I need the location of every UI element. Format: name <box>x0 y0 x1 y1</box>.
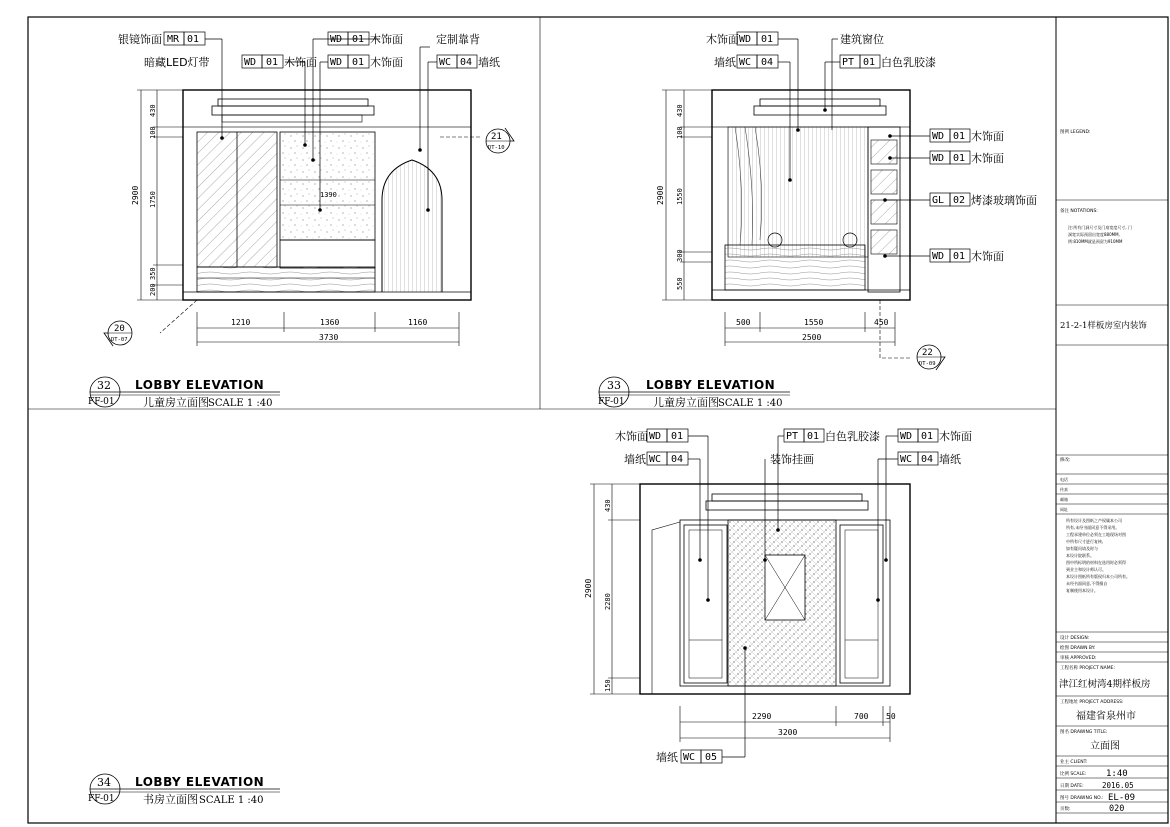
title-32-cn: 儿童房立面图 <box>143 396 209 409</box>
label-34-0-code: WD <box>649 431 662 442</box>
tb-row-3: 网址 <box>1060 507 1068 512</box>
tb-check-label: 审核 APPROVED: <box>1060 656 1097 661</box>
label-33-2-num: 04 <box>761 57 774 68</box>
label-33-2-code: WC <box>739 57 752 68</box>
tb-date-label: 日期 DATE: <box>1060 784 1084 789</box>
tb-declaration-line: 所有设计及图纸之产权属本公司 <box>1066 518 1122 523</box>
label-34-5-code: WC <box>900 454 913 465</box>
tb-drawing-no: EL-09 <box>1108 793 1136 803</box>
label-34-1-code: WC <box>649 454 662 465</box>
dim-32-left-0: 430 <box>149 104 157 117</box>
tb-declaration-line: 工程承建单位必须在工地现场对图 <box>1066 532 1126 537</box>
title-33-cn: 儿童房立面图 <box>653 396 719 409</box>
label-33-7-num: 01 <box>953 251 966 262</box>
label-32-0-code: MR <box>167 34 180 45</box>
title-32-number: 32 <box>97 379 111 392</box>
dim-32-left-1: 100 <box>149 126 157 139</box>
tb-notes-label: 备注 NOTATIONS: <box>1060 209 1098 214</box>
tb-declaration <box>1066 517 1130 593</box>
label-34-6-code: WC <box>683 752 696 763</box>
title-34-cn: 书房立面图 <box>143 793 198 806</box>
elevation-33 <box>598 32 1037 409</box>
tb-address: 福建省泉州市 <box>1076 711 1136 722</box>
tb-declaration-line: 到业主和设计师认可。 <box>1066 567 1106 572</box>
label-32-1-num: 01 <box>266 57 279 68</box>
label-33-5-suffix: 木饰面 <box>971 152 1004 165</box>
label-32-3-num: 01 <box>352 57 365 68</box>
label-34-6-text: 墙纸 <box>656 751 678 764</box>
title-34-en: LOBBY ELEVATION <box>135 775 265 789</box>
label-33-4-suffix: 木饰面 <box>971 130 1004 143</box>
dim-33-height: 2900 <box>656 185 665 205</box>
title-32-scale: SCALE 1 :40 <box>208 398 273 409</box>
dim-34-total: 3200 <box>778 728 798 737</box>
tb-client-label: 业主 CLIENT: <box>1060 760 1088 765</box>
tb-scale-label: 比例 SCALE: <box>1060 772 1087 777</box>
tb-declaration-line: 本设计图纸所有版权归本公司所有。 <box>1066 574 1130 579</box>
dim-32-total: 3730 <box>319 333 339 342</box>
label-32-0-num: 01 <box>187 34 200 45</box>
dim-33-left-4: 550 <box>676 277 684 290</box>
label-32-5-num: 04 <box>460 57 473 68</box>
dim-34-bottom-1: 700 <box>854 712 869 721</box>
dim-32-bottom-0: 1210 <box>231 318 251 327</box>
title-34-scale: SCALE 1 :40 <box>199 795 264 806</box>
label-34-4-code: WD <box>900 431 913 442</box>
label-34-2-num: 01 <box>807 431 820 442</box>
tb-declaration-line: 所有,未经书面同意不得采用。 <box>1066 525 1120 530</box>
title-33-sheet: FF-01 <box>598 397 625 407</box>
label-33-5-num: 01 <box>953 153 966 164</box>
label-34-2-code: PT <box>786 431 799 442</box>
label-34-4-num: 01 <box>921 431 934 442</box>
callout-22-sheet: DT-09 <box>919 361 936 367</box>
label-32-5-code: WC <box>439 57 452 68</box>
label-34-0-text: 木饰面 <box>615 430 648 443</box>
tb-scale: 1:40 <box>1106 769 1128 779</box>
label-32-1-text: 暗藏LED灯带 <box>144 56 210 69</box>
label-33-4-num: 01 <box>953 131 966 142</box>
label-32-1-suffix: 木饰面 <box>284 56 317 69</box>
label-33-3-num: 01 <box>863 57 876 68</box>
tb-row-0: 电话 <box>1060 477 1068 482</box>
label-32-3-code: WD <box>330 57 343 68</box>
tb-address-label: 工程地址 PROJECT ADDRESS: <box>1060 700 1124 705</box>
title-block <box>1056 17 1168 823</box>
tb-declaration-line: 未经书面同意,不得擅自 <box>1066 581 1108 586</box>
tb-row-1: 传真 <box>1060 487 1068 492</box>
dim-34-bottom-0: 2290 <box>752 712 772 721</box>
title-34-number: 34 <box>97 776 111 789</box>
title-33-en: LOBBY ELEVATION <box>646 378 776 392</box>
tb-declaration-line: 本设计院联系。 <box>1066 553 1094 558</box>
label-32-2-code: WD <box>330 34 343 45</box>
dim-33-total: 2500 <box>802 333 822 342</box>
label-34-2-suffix: 白色乳胶漆 <box>825 430 880 443</box>
label-32-0-text: 银镜饰面 <box>118 33 162 46</box>
dim-32-left-4: 200 <box>149 283 157 296</box>
label-32-1-code: WD <box>244 57 257 68</box>
tb-notes-1: 洞宽实际预留出宽度880MM, <box>1068 232 1120 237</box>
dim-32-bottom-1: 1360 <box>320 318 340 327</box>
elevation-34 <box>88 429 972 806</box>
tb-drawing-title-label: 图名 DRAWING TITLE: <box>1060 730 1108 735</box>
tb-declaration-line: 复制使用本设计。 <box>1066 588 1098 593</box>
label-33-2-text: 墙纸 <box>714 56 736 69</box>
dim-33-left-3: 300 <box>676 249 684 262</box>
tb-legend-label: 图例 LEGEND: <box>1060 130 1091 135</box>
tb-declaration-line: 中所有尺寸进行复核, <box>1066 539 1104 544</box>
tb-project-vertical: 21-2-1样板房室内装饰 <box>1060 321 1147 331</box>
dim-32-inner-0: 1390 <box>320 191 337 199</box>
title-33-scale: SCALE 1 :40 <box>718 398 783 409</box>
tb-notes-0: 注:所有门洞尺寸及门扇宽度尺寸, 门 <box>1068 225 1132 230</box>
label-33-6-num: 02 <box>953 195 966 206</box>
dim-34-left-1: 2280 <box>604 593 612 610</box>
dim-33-left-2: 1550 <box>676 188 684 205</box>
label-32-2-num: 01 <box>352 34 365 45</box>
title-33-number: 33 <box>607 379 621 392</box>
label-33-6-code: GL <box>932 195 945 206</box>
label-32-5-suffix: 墙纸 <box>478 56 500 69</box>
tb-drawn-label: 绘图 DRAWN BY: <box>1060 646 1096 651</box>
label-33-0-text: 木饰面 <box>706 33 739 46</box>
tb-drawing-title: 立面图 <box>1090 741 1120 752</box>
tb-date: 2016.05 <box>1102 781 1134 790</box>
tb-page-label: 页数: <box>1060 807 1071 812</box>
label-32-2-suffix: 木饰面 <box>370 33 403 46</box>
label-34-5-num: 04 <box>921 454 934 465</box>
label-32-3-suffix: 木饰面 <box>370 56 403 69</box>
callout-20-sheet: DT-07 <box>111 337 128 343</box>
label-34-3-text: 装饰挂画 <box>770 453 814 466</box>
title-32-en: LOBBY ELEVATION <box>135 378 265 392</box>
title-32-sheet: FF-01 <box>88 397 115 407</box>
dim-33-bottom-2: 450 <box>874 318 889 327</box>
label-34-6-num: 05 <box>705 752 718 763</box>
dim-34-height: 2900 <box>584 578 593 598</box>
dim-32-bottom-2: 1160 <box>408 318 428 327</box>
label-34-1-text: 墙纸 <box>624 453 646 466</box>
dim-33-left-1: 100 <box>676 126 684 139</box>
label-34-1-num: 04 <box>671 454 684 465</box>
tb-declaration-line: 如有疑问请及时与 <box>1066 546 1098 551</box>
tb-design-label: 设计 DESIGN: <box>1060 636 1090 641</box>
label-33-0-code: WD <box>739 34 752 45</box>
dim-33-left-0: 430 <box>676 104 684 117</box>
callout-21-num: 21 <box>491 132 502 142</box>
label-33-7-suffix: 木饰面 <box>971 250 1004 263</box>
tb-drawing-no-label: 图号 DRAWING NO.: <box>1060 796 1104 801</box>
dim-34-bottom-2: 50 <box>886 712 896 721</box>
label-34-0-num: 01 <box>671 431 684 442</box>
label-33-0-num: 01 <box>761 34 774 45</box>
dim-32-left-3: 350 <box>149 267 157 280</box>
callout-21-sheet: DT-10 <box>488 145 505 151</box>
tb-declaration-line: 图中所标明的材料在选用时必须得 <box>1066 560 1126 565</box>
tb-project-name: 津江红树湾4期样板房 <box>1059 679 1151 690</box>
tb-page: 020 <box>1109 804 1125 814</box>
dim-34-left-0: 430 <box>604 499 612 512</box>
label-33-7-code: WD <box>932 251 945 262</box>
tb-project-name-label: 工程名称 PROJECT NAME: <box>1060 666 1115 671</box>
tb-notes-2: 例:810MM就是预留为910MM <box>1068 239 1123 244</box>
label-33-6-suffix: 烤漆玻璃饰面 <box>971 194 1037 207</box>
dim-33-bottom-0: 500 <box>736 318 751 327</box>
dim-32-height: 2900 <box>131 185 140 205</box>
label-33-4-code: WD <box>932 131 945 142</box>
tb-row-2: 邮箱 <box>1060 497 1068 502</box>
title-34-sheet: FF-01 <box>88 794 115 804</box>
label-33-3-suffix: 白色乳胶漆 <box>881 56 936 69</box>
label-32-4-text: 定制靠背 <box>436 33 480 46</box>
elevation-32 <box>88 32 514 409</box>
label-33-3-code: PT <box>842 57 855 68</box>
callout-22-num: 22 <box>922 348 933 358</box>
dim-33-bottom-1: 1550 <box>804 318 824 327</box>
tb-revision-label: 修改: <box>1060 458 1071 463</box>
label-34-4-suffix: 木饰面 <box>939 430 972 443</box>
dim-34-left-2: 150 <box>604 679 612 692</box>
label-34-5-suffix: 墙纸 <box>939 453 961 466</box>
callout-20-num: 20 <box>114 324 125 334</box>
label-33-5-code: WD <box>932 153 945 164</box>
label-33-1-text: 建筑窗位 <box>840 33 884 46</box>
dim-32-left-2: 1750 <box>149 191 157 208</box>
